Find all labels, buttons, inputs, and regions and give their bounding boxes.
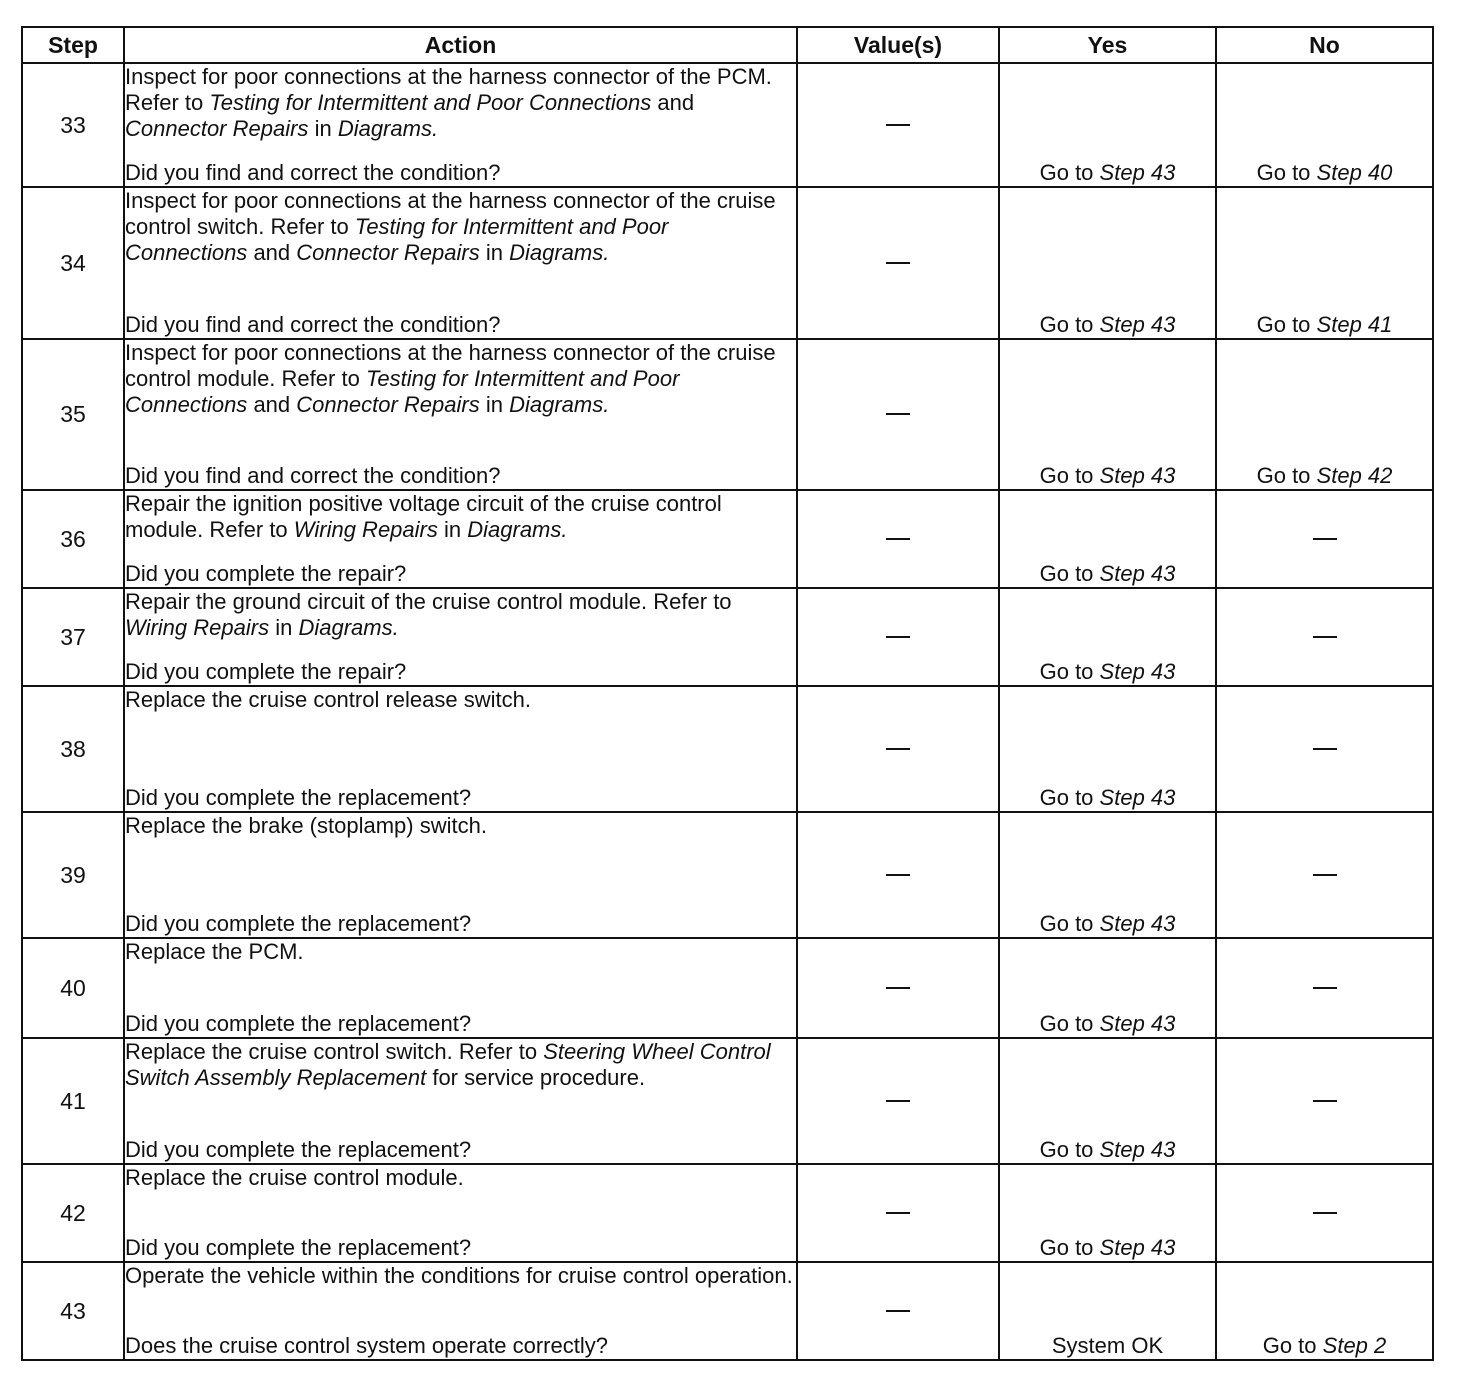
dash-mark	[886, 748, 910, 750]
action-question: Did you complete the replacement?	[125, 785, 472, 810]
header-step: Step	[22, 27, 124, 63]
step-number: 33	[22, 63, 124, 187]
action-cell	[124, 187, 797, 339]
table-row	[22, 187, 1433, 339]
action-cell	[124, 1164, 797, 1262]
yes-cell: Go to Step 43	[999, 187, 1216, 339]
yes-cell: Go to Step 43	[999, 1164, 1216, 1262]
step-number: 37	[22, 588, 124, 686]
action-text: Repair the ignition positive voltage circuit of the cruise control module. Refer to Wiring Repairs in Diagrams.	[125, 491, 722, 542]
table-row	[22, 938, 1433, 1038]
action-question: Did you find and correct the condition?	[125, 463, 501, 488]
step-number: 41	[22, 1038, 124, 1164]
values-cell	[797, 588, 999, 686]
dash-mark	[886, 636, 910, 638]
action-cell	[124, 63, 797, 187]
dash-mark	[886, 413, 910, 415]
table-row	[22, 812, 1433, 938]
action-cell	[124, 1262, 797, 1360]
action-text: Inspect for poor connections at the harness connector of the PCM. Refer to Testing for Intermittent and Poor Connections and Connector Repairs in Diagrams.	[125, 64, 772, 141]
action-text: Replace the PCM.	[125, 939, 304, 964]
action-cell	[124, 938, 797, 1038]
yes-cell: Go to Step 43	[999, 588, 1216, 686]
action-text: Replace the brake (stoplamp) switch.	[125, 813, 487, 838]
values-cell	[797, 339, 999, 490]
step-number: 43	[22, 1262, 124, 1360]
action-text: Replace the cruise control release switch.	[125, 687, 531, 712]
action-question: Does the cruise control system operate correctly?	[125, 1333, 608, 1358]
table-row	[22, 63, 1433, 187]
yes-cell: Go to Step 43	[999, 490, 1216, 588]
dash-mark	[1313, 636, 1337, 638]
dash-mark	[886, 1212, 910, 1214]
step-number: 42	[22, 1164, 124, 1262]
action-cell	[124, 812, 797, 938]
step-number: 36	[22, 490, 124, 588]
no-cell	[1216, 686, 1433, 812]
header-no: No	[1216, 27, 1433, 63]
yes-cell: Go to Step 43	[999, 686, 1216, 812]
action-cell	[124, 339, 797, 490]
yes-cell: System OK	[999, 1262, 1216, 1360]
yes-cell: Go to Step 43	[999, 812, 1216, 938]
step-number: 35	[22, 339, 124, 490]
table-row	[22, 1164, 1433, 1262]
no-cell	[1216, 812, 1433, 938]
action-text: Inspect for poor connections at the harness connector of the cruise control switch. Refer to Testing for Intermittent and Poor Connections and Connector Repairs in Diagrams.	[125, 188, 776, 265]
step-number: 39	[22, 812, 124, 938]
action-question: Did you complete the repair?	[125, 561, 407, 586]
dash-mark	[1313, 987, 1337, 989]
dash-mark	[1313, 1212, 1337, 1214]
table-row	[22, 1038, 1433, 1164]
no-cell: Go to Step 2	[1216, 1262, 1433, 1360]
values-cell	[797, 1262, 999, 1360]
dash-mark	[886, 1310, 910, 1312]
action-text: Inspect for poor connections at the harness connector of the cruise control module. Refer to Testing for Intermittent and Poor Connections and Connector Repairs in Diagrams.	[125, 340, 776, 417]
dash-mark	[886, 874, 910, 876]
yes-cell: Go to Step 43	[999, 339, 1216, 490]
dash-mark	[1313, 748, 1337, 750]
values-cell	[797, 1164, 999, 1262]
no-cell: Go to Step 40	[1216, 63, 1433, 187]
no-cell	[1216, 1164, 1433, 1262]
diagnostic-table	[21, 26, 1434, 1361]
yes-cell: Go to Step 43	[999, 938, 1216, 1038]
values-cell	[797, 63, 999, 187]
action-text: Operate the vehicle within the conditions for cruise control operation.	[125, 1263, 793, 1288]
dash-mark	[886, 124, 910, 126]
values-cell	[797, 1038, 999, 1164]
action-question: Did you complete the replacement?	[125, 911, 472, 936]
dash-mark	[1313, 538, 1337, 540]
action-cell	[124, 588, 797, 686]
table-row	[22, 1262, 1433, 1360]
action-question: Did you complete the replacement?	[125, 1137, 472, 1162]
values-cell	[797, 490, 999, 588]
action-text: Repair the ground circuit of the cruise control module. Refer to Wiring Repairs in Diagrams.	[125, 589, 732, 640]
table-row	[22, 490, 1433, 588]
header-yes: Yes	[999, 27, 1216, 63]
values-cell	[797, 812, 999, 938]
dash-mark	[886, 1100, 910, 1102]
no-cell: Go to Step 41	[1216, 187, 1433, 339]
action-question: Did you complete the replacement?	[125, 1011, 472, 1036]
action-cell	[124, 490, 797, 588]
yes-cell: Go to Step 43	[999, 1038, 1216, 1164]
step-number: 38	[22, 686, 124, 812]
action-cell	[124, 1038, 797, 1164]
action-question: Did you complete the repair?	[125, 659, 407, 684]
action-cell	[124, 686, 797, 812]
no-cell: Go to Step 42	[1216, 339, 1433, 490]
dash-mark	[1313, 874, 1337, 876]
values-cell	[797, 187, 999, 339]
header-action: Action	[124, 27, 797, 63]
no-cell	[1216, 588, 1433, 686]
header-row	[22, 27, 1433, 63]
action-text: Replace the cruise control module.	[125, 1165, 464, 1190]
yes-cell: Go to Step 43	[999, 63, 1216, 187]
action-question: Did you complete the replacement?	[125, 1235, 472, 1260]
dash-mark	[886, 538, 910, 540]
step-number: 40	[22, 938, 124, 1038]
table-row	[22, 686, 1433, 812]
table-row	[22, 588, 1433, 686]
action-text: Replace the cruise control switch. Refer to Steering Wheel Control Switch Assembly Replacement for service procedure.	[125, 1039, 771, 1090]
action-question: Did you find and correct the condition?	[125, 160, 501, 185]
step-number: 34	[22, 187, 124, 339]
dash-mark	[886, 262, 910, 264]
action-question: Did you find and correct the condition?	[125, 312, 501, 337]
table-row	[22, 339, 1433, 490]
dash-mark	[1313, 1100, 1337, 1102]
values-cell	[797, 686, 999, 812]
header-values: Value(s)	[797, 27, 999, 63]
no-cell	[1216, 1038, 1433, 1164]
no-cell	[1216, 490, 1433, 588]
no-cell	[1216, 938, 1433, 1038]
dash-mark	[886, 987, 910, 989]
values-cell	[797, 938, 999, 1038]
